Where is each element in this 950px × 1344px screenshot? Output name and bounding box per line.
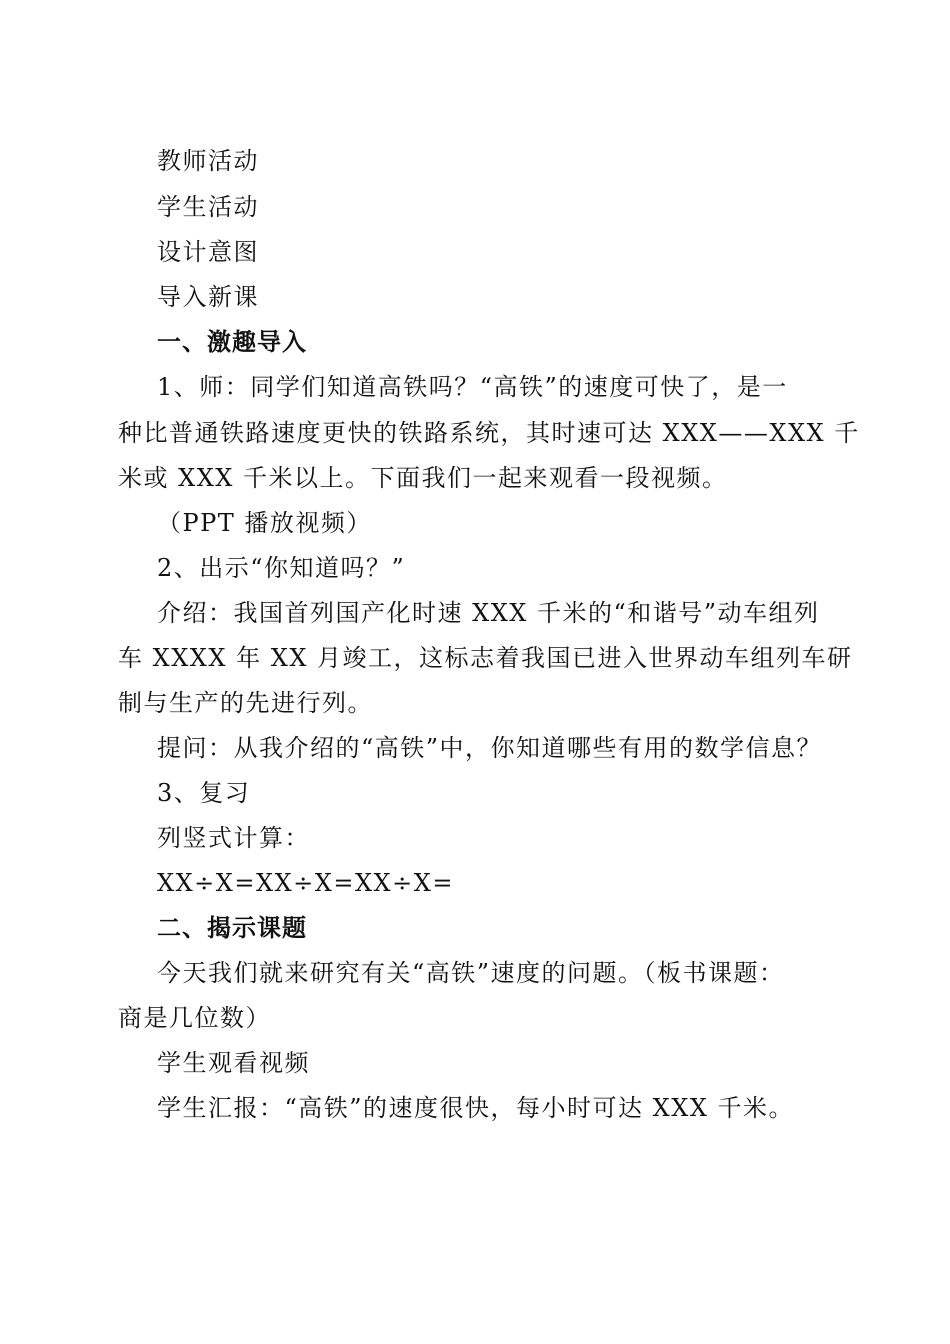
design-intent-label: 设计意图 [157,238,259,266]
paragraph-line: 今天我们就来研究有关“高铁”速度的问题。（板书课题： [157,959,785,987]
paragraph-line: 学生观看视频 [157,1049,310,1077]
ppt-note: （PPT 播放视频） [157,509,372,537]
paragraph-line: 2、出示“你知道吗？” [157,554,406,582]
paragraph-line: 1、师：同学们知道高铁吗？“高铁”的速度可快了，是一 [157,373,788,401]
intro-new-lesson-label: 导入新课 [157,283,259,311]
paragraph-line: 3、复习 [157,779,251,807]
paragraph-line: 种比普通铁路速度更快的铁路系统，其时速可达 XXX——XXX 千 [118,419,860,447]
paragraph-line: 提问：从我介绍的“高铁”中，你知道哪些有用的数学信息？ [157,734,823,762]
paragraph-line: 车 XXXX 年 XX 月竣工，这标志着我国已进入世界动车组列车研 [118,644,853,672]
paragraph-line: 学生汇报：“高铁”的速度很快，每小时可达 XXX 千米。 [157,1094,795,1122]
student-activity-label: 学生活动 [157,193,259,221]
formula-line: XX÷X=XX÷X=XX÷X= [157,869,454,897]
teacher-activity-label: 教师活动 [157,147,259,175]
paragraph-line: 介绍：我国首列国产化时速 XXX 千米的“和谐号”动车组列 [157,599,820,627]
paragraph-line: 列竖式计算： [157,824,310,852]
section-heading-2: 二、揭示课题 [157,914,307,942]
section-heading-1: 一、激趣导入 [157,328,307,356]
paragraph-line: 商是几位数） [118,1004,271,1032]
paragraph-line: 制与生产的先进行列。 [118,689,373,717]
paragraph-line: 米或 XXX 千米以上。下面我们一起来观看一段视频。 [118,464,728,492]
